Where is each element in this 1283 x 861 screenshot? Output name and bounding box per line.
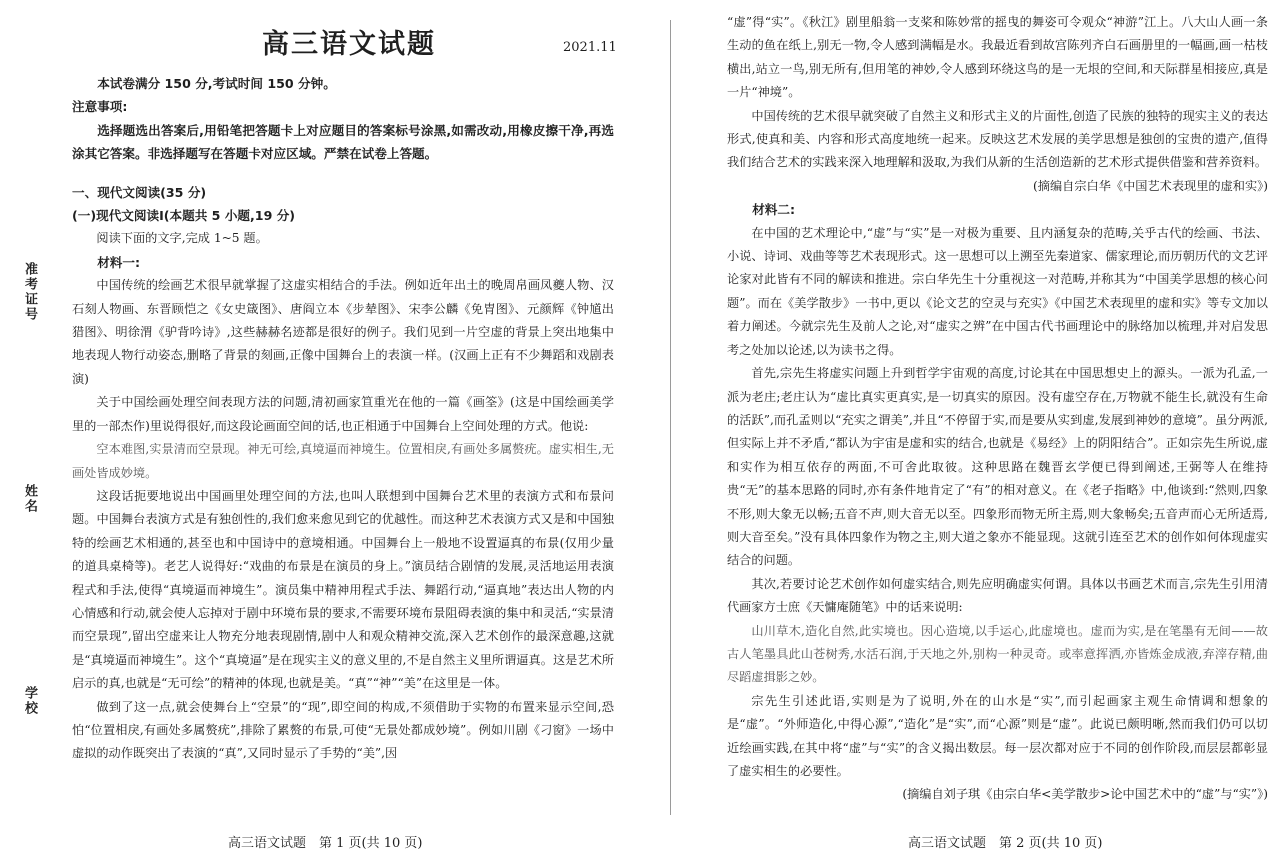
material-two-label: 材料二:: [752, 202, 796, 218]
notice-heading: 注意事项:: [72, 99, 128, 115]
paragraph: 宗先生引述此语,实则是为了说明,外在的山水是“实”,而引起画家主观生命情调和想象的是“虚”。“外师造化,中得心源”,“造化”是“实”,而“心源”则是“虚”。此说已颇明晰,然而我们仍可以切近绘画实践,在其中将“虚”与“实”的含义揭出数层。每一层次都对应于不同的创作阶段,而层层都彰显了虚实相生的必要性。: [727, 693, 1268, 778]
exam-intro: 本试卷满分 150 分,考试时间 150 分钟。: [97, 76, 336, 91]
page-footer: 高三语文试题 第 1 页(共 10 页): [228, 836, 423, 851]
page-divider: [670, 20, 671, 815]
source-citation: (摘编自宗白华《中国艺术表现里的虚和实》): [1033, 178, 1268, 193]
side-label-exam-id: 准考证号: [22, 262, 37, 322]
reading-instruction: 阅读下面的文字,完成 1~5 题。: [96, 231, 268, 246]
exam-date: 2021.11: [563, 40, 617, 55]
paragraph: 这段话扼要地说出中国画里处理空间的方法,也叫人联想到中国舞台艺术里的表演方式和布景问题。中国舞台表演方式是有独创性的,我们愈来愈见到它的优越性。而这种艺术表演方式又是和中国独特的绘画艺术相通的,甚至也和中国诗中的意境相通。中国舞台上一般地不设置逼真的布景(仅用少量的道具桌椅等)。老艺人说得好:“戏曲的布景是在演员的身上。”演员结合剧情的发展,灵活地运用表演程式和手法,使得“真境逼而神境生”。演员集中精神用程式手法、舞蹈行动,“逼真地”表达出人物的内心情感和行动,就会使人忘掉对于剧中环境布景的要求,不需要环境布景阻碍表演的集中和灵活,“实景清而空景现”,留出空虚来让人物充分地表现剧情,剧中人和观众精神交流,深入艺术创作的最深意趣,这就是“真境逼而神境生”。这个“真境逼”是在现实主义的意义里的,不是自然主义里所谓逼真。这是艺术所启示的真,也就是“无可绘”的精神的体现,也就是美。“真”“神”“美”在这里是一体。: [72, 488, 614, 691]
page-footer: 高三语文试题 第 2 页(共 10 页): [908, 836, 1103, 851]
side-label-name: 姓名: [22, 484, 37, 514]
spacer: [72, 166, 614, 181]
paragraph: 首先,宗先生将虚实问题上升到哲学宇宙观的高度,讨论其在中国思想史上的源头。一派为孔孟,一派为老庄;老庄认为“虚比真实更真实,是一切真实的原因。没有虚空存在,万物就不能生长,就没有生命的活跃”,而孔孟则以“充实之谓美”,并且“不停留于实,而是要从实到虚,发展到神妙的意境”。虽分两派,但实际上并不矛盾,“都认为宇宙是虚和实的结合,也就是《易经》上的阴阳结合”。正如宗先生所说,虚和实作为相互依存的两面,不可舍此取彼。这种思路在魏晋玄学便已得到阐述,王弼等人在维持贵“无”的基本思路的同时,亦有条件地肯定了“有”的相对意义。在《老子指略》中,他谈到:“然则,四象不形,则大象无以畅;五音不声,则大音无以至。四象形而物无所主焉,则大象畅矣;五音声而心无所适焉,则大音至矣。”没有具体四象作为物之主,则大道之象亦不能显现。这就引连至艺术的创作如何体现虚实结合的问题。: [727, 366, 1268, 568]
left-content: [72, 72, 614, 766]
block-quote: 空本难图,实景清而空景现。神无可绘,真境逼而神境生。位置相戾,有画处多属赘疣。虚实相生,无画处皆成妙境。: [72, 442, 614, 480]
paragraph: 在中国的艺术理论中,“虚”与“实”是一对极为重要、且内涵复杂的范畴,关乎古代的绘画、书法、小说、诗词、戏曲等等艺术表现形式。这一思想可以上溯至先秦道家、儒家理论,而历朝历代的文艺评论家对此皆有不同的解读和推进。宗白华先生十分重视这一对范畴,并称其为“中国美学思想的核心问题”。而在《美学散步》一书中,更以《论文艺的空灵与充实》《中国艺术表现里的虚和实》等专文加以着力阐述。今就宗先生及前人之论,对“虚实之辨”在中国古代书画理论中的脉络加以梳理,并对启发思考之处加以论述,以为读书之得。: [727, 225, 1268, 357]
paragraph: 关于中国绘画处理空间表现方法的问题,清初画家笪重光在他的一篇《画筌》(这是中国绘画美学里的一部杰作)里说得很好,而这段论画面空间的话,也正相通于中国舞台上空间处理的方式。他说:: [72, 395, 614, 433]
page-title: 高三语文试题: [262, 29, 436, 60]
block-quote: 山川草木,造化自然,此实境也。因心造境,以手运心,此虚境也。虚而为实,是在笔墨有无间——故古人笔墨具此山苍树秀,水活石润,于天地之外,别构一种灵奇。或率意挥洒,亦皆炼金成液,弃滓存精,曲尽蹈虚揖影之妙。: [727, 623, 1268, 685]
right-content: [727, 11, 1268, 807]
paragraph: 中国传统的艺术很早就突破了自然主义和形式主义的片面性,创造了民族的独特的现实主义的表达形式,使真和美、内容和形式高度地统一起来。反映这艺术发展的美学思想是独创的宝贵的遗产,值得我们结合艺术的实践来深入地理解和汲取,为我们从新的生活创造新的艺术形式提供借鉴和营养资料。: [727, 108, 1268, 170]
right-page: [690, 0, 1283, 861]
side-label-school: 学校: [22, 686, 37, 716]
paragraph-continued: “虚”得“实”。《秋江》剧里船翁一支桨和陈妙常的摇曳的舞姿可令观众“神游”江上。八大山人画一条生动的鱼在纸上,别无一物,令人感到满幅是水。我最近看到故宫陈列齐白石画册里的一幅画,画一枯枝横出,站立一鸟,别无所有,但用笔的神妙,令人感到环绕这鸟的是一无垠的空间,和天际群星相接应,真是一片“神境”。: [727, 15, 1268, 100]
paragraph: 做到了这一点,就会使舞台上“空景”的“现”,即空间的构成,不须借助于实物的布置来显示空间,恐怕“位置相戾,有画处多属赘疣”,排除了累赘的布景,可使“无景处都成妙境”。例如川剧《刁窗》一场中虚拟的动作既突出了表演的“真”,又同时显示了手势的“美”,因: [72, 699, 614, 761]
notice-text: 选择题选出答案后,用铅笔把答题卡上对应题目的答案标号涂黑,如需改动,用橡皮擦干净,再选涂其它答案。非选择题写在答题卡对应区域。严禁在试卷上答题。: [72, 122, 614, 162]
source-citation: (摘编自刘子琪《由宗白华<美学散步>论中国艺术中的“虚”与“实”》): [902, 787, 1268, 802]
material-one-label: 材料一:: [97, 254, 141, 270]
paragraph: 中国传统的绘画艺术很早就掌握了这虚实相结合的手法。例如近年出土的晚周帛画凤夔人物、汉石刻人物画、东晋顾恺之《女史箴图》、唐阎立本《步辇图》、宋李公麟《免胄图》、元颜辉《钟馗出猎图》、明徐渭《驴背吟诗》,这些赫赫名迹都是很好的例子。我们见到一片空虚的背景上突出地集中地表现人物行动姿态,删略了背景的刻画,正像中国舞台上的表演一样。(汉画上正有不少舞蹈和戏剧表演): [72, 278, 614, 386]
paragraph: 其次,若要讨论艺术创作如何虚实结合,则先应明确虚实何谓。具体以书画艺术而言,宗先生引用清代画家方士庶《天慵庵随笔》中的话来说明:: [727, 576, 1268, 615]
subsection-heading: (一)现代文阅读Ⅰ(本题共 5 小题,19 分): [72, 208, 296, 224]
section-heading: 一、现代文阅读(35 分): [72, 184, 207, 200]
